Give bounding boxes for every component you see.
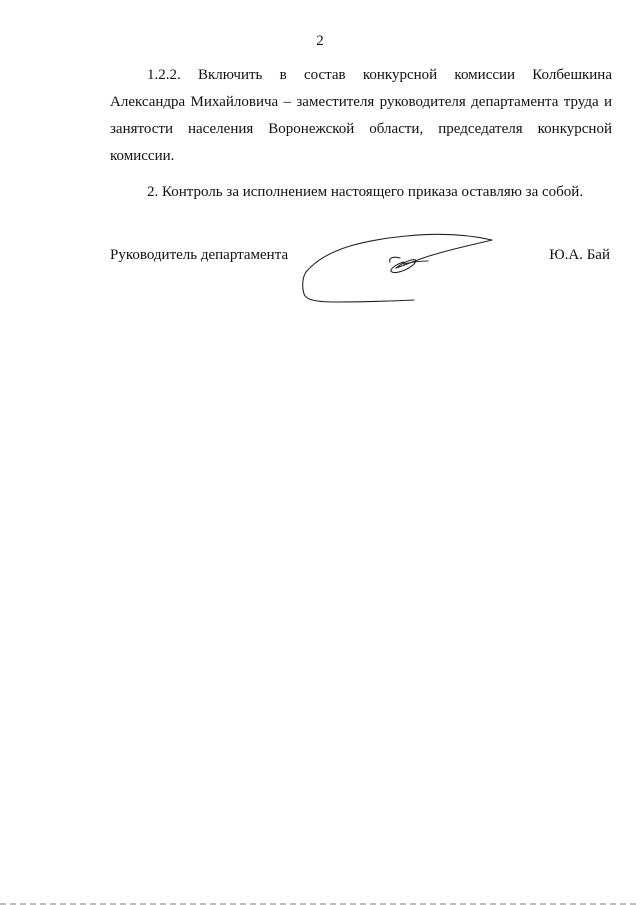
paragraph-line: 1.2.2. Включить в состав конкурсной комиссии Колбешкина: [147, 67, 612, 83]
signer-name: Ю.А. Бай: [549, 247, 610, 263]
signature-position-label: Руководитель департамента: [110, 247, 289, 263]
paragraph-line: Александра Михайловича – заместителя руководителя департамента труда и: [110, 94, 612, 110]
page-number: 2: [316, 33, 324, 49]
handwritten-signature: [296, 228, 506, 308]
paragraph-line: занятости населения Воронежской области, председателя конкурсной: [110, 121, 612, 137]
paragraph-clause-2: 2. Контроль за исполнением настоящего приказа оставляю за собой.: [147, 184, 584, 200]
document-body: [110, 62, 612, 206]
paragraph-line: комиссии.: [110, 148, 175, 164]
paragraph-clause-1-2-2: [110, 62, 612, 170]
